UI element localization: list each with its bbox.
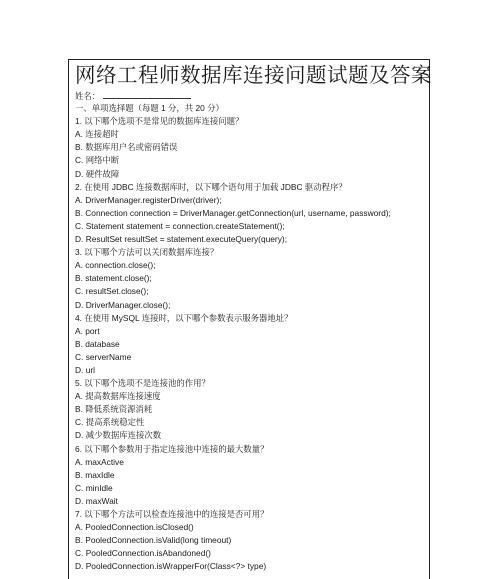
name-field-row: [75, 89, 425, 102]
answer-option: C. minIdle: [75, 482, 113, 493]
answer-option: A. 提高数据库连接速度: [75, 391, 161, 402]
name-label: 姓名：: [75, 91, 101, 101]
question-text: 3. 以下哪个方法可以关闭数据库连接？: [75, 247, 219, 258]
question-text: 5. 以下哪个选项不是连接池的作用？: [75, 378, 210, 389]
question-block: [75, 181, 425, 246]
question-block: [75, 443, 425, 508]
name-blank-line: [103, 89, 191, 99]
question-text: 7. 以下哪个方法可以检查连接池中的连接是否可用？: [75, 509, 269, 519]
answer-option: D. ResultSet resultSet = statement.executeQuery(query);: [75, 234, 288, 245]
question-text: 4. 在使用 MySQL 连接时，以下哪个参数表示服务器地址？: [75, 312, 293, 323]
question-block: [75, 246, 425, 311]
document-content: [75, 62, 432, 573]
answer-option: B. 数据库用户名或密码错误: [75, 142, 178, 153]
question-block: [75, 377, 425, 442]
answer-option: D. DriverManager.close();: [75, 299, 171, 310]
answer-option: B. database: [75, 338, 120, 349]
question-text: 6. 以下哪个参数用于指定连接池中连接的最大数量？: [75, 443, 269, 454]
answer-option: A. 连接超时: [75, 129, 119, 140]
answer-option: A. port: [75, 325, 100, 336]
answer-option: B. PooledConnection.isValid(long timeout): [75, 535, 232, 546]
answer-option: B. statement.close();: [75, 273, 152, 284]
section-heading: 一、单项选择题（每题 1 分，共 20 分）: [75, 103, 224, 114]
answer-option: A. DriverManager.registerDriver(driver);: [75, 194, 222, 205]
answer-option: D. maxWait: [75, 495, 118, 506]
answer-option: D. 硬件故障: [75, 168, 120, 179]
answer-option: C. serverName: [75, 351, 132, 362]
answer-option: C. resultSet.close();: [75, 286, 149, 297]
question-list: [75, 115, 425, 573]
question-text: 2. 在使用 JDBC 连接数据库时，以下哪个语句用于加载 JDBC 驱动程序？: [75, 181, 347, 192]
answer-option: D. 减少数据库连接次数: [75, 430, 162, 441]
document-title: 网络工程师数据库连接问题试题及答案: [75, 63, 432, 87]
answer-option: D. PooledConnection.isWrapperFor(Class<?> type): [75, 561, 267, 572]
question-block: [75, 115, 425, 180]
answer-option: C. 网络中断: [75, 155, 120, 166]
answer-option: C. 提高系统稳定性: [75, 417, 145, 428]
question-block: [75, 508, 425, 573]
answer-option: A. maxActive: [75, 456, 124, 467]
answer-option: B. maxIdle: [75, 469, 115, 480]
answer-option: D. url: [75, 364, 96, 375]
answer-option: A. PooledConnection.isClosed(): [75, 522, 194, 533]
question-block: [75, 312, 425, 377]
answer-option: C. Statement statement = connection.createStatement();: [75, 220, 285, 231]
answer-option: B. 降低系统资源消耗: [75, 404, 153, 415]
question-text: 1. 以下哪个选项不是常见的数据库连接问题？: [75, 116, 244, 127]
answer-option: C. PooledConnection.isAbandoned(): [75, 548, 211, 559]
answer-option: A. connection.close();: [75, 260, 156, 271]
answer-option: B. Connection connection = DriverManager.getConnection(url, username, password);: [75, 207, 391, 218]
